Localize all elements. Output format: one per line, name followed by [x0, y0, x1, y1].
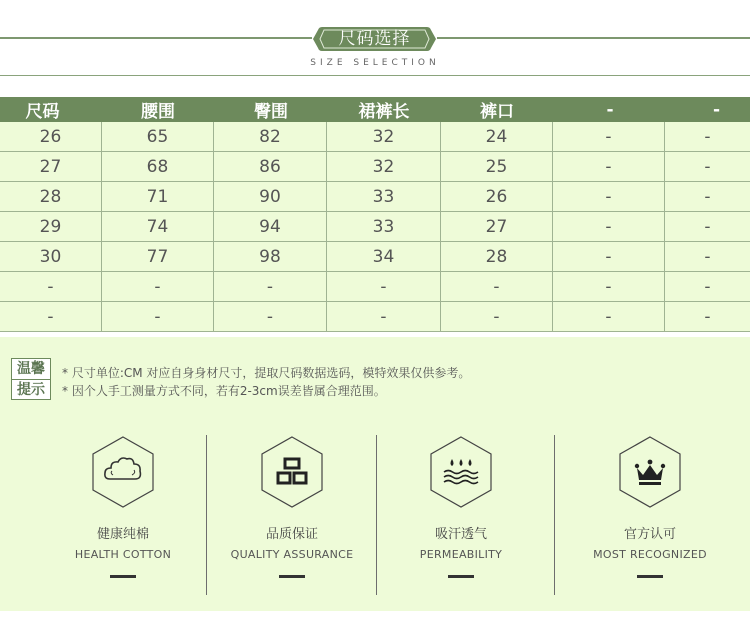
size-table [0, 97, 750, 332]
table-cell: 86 [214, 152, 327, 181]
table-cell: 32 [327, 152, 441, 181]
table-cell: 24 [441, 122, 553, 151]
column-header: - [712, 99, 721, 120]
feature-divider [554, 435, 555, 595]
table-cell: 25 [441, 152, 553, 181]
feature-most-recognized [565, 435, 735, 595]
table-cell: 74 [102, 212, 214, 241]
column-header: - [606, 99, 614, 120]
feature-bar [448, 575, 474, 578]
table-row [0, 212, 750, 242]
table-cell: - [0, 272, 102, 301]
table-cell: 90 [214, 182, 327, 211]
table-row [0, 122, 750, 152]
column-header: 腰围 [141, 102, 175, 122]
table-cell: - [704, 246, 711, 267]
table-cell: - [102, 302, 214, 331]
water-drops-icon [428, 435, 494, 509]
page-subtitle: SIZE SELECTION [310, 58, 440, 68]
section-header [0, 0, 750, 78]
table-cell: - [214, 272, 327, 301]
table-cell: - [0, 302, 102, 331]
table-cell: - [553, 272, 665, 301]
table-cell: - [441, 302, 553, 331]
table-cell: - [553, 302, 665, 331]
feature-bar [637, 575, 663, 578]
table-cell: - [553, 212, 665, 241]
header-divider [0, 75, 750, 76]
table-cell: 68 [102, 152, 214, 181]
feature-subtitle: MOST RECOGNIZED [593, 548, 707, 561]
column-header: 裤口 [480, 102, 514, 122]
table-cell: - [441, 272, 553, 301]
feature-subtitle: QUALITY ASSURANCE [230, 548, 354, 561]
feature-title: 品质保证 [265, 527, 318, 542]
table-cell: 98 [214, 242, 327, 271]
table-cell: 94 [214, 212, 327, 241]
table-cell: 65 [102, 122, 214, 151]
feature-subtitle: HEALTH COTTON [74, 548, 172, 561]
table-cell: 33 [327, 182, 441, 211]
table-cell: 77 [102, 242, 214, 271]
column-header: 裙裤长 [358, 102, 410, 122]
table-cell: 34 [327, 242, 441, 271]
table-cell: 33 [327, 212, 441, 241]
feature-subtitle: PERMEABILITY [419, 548, 503, 561]
tips-label-bottom: 提示 [12, 379, 50, 400]
table-cell: - [704, 126, 711, 147]
table-cell: 71 [102, 182, 214, 211]
feature-title: 官方认可 [623, 527, 676, 542]
column-header: 尺码 [25, 102, 60, 122]
tips-label [11, 358, 51, 400]
title-badge [312, 26, 437, 52]
feature-title: 吸汗透气 [434, 527, 487, 542]
feature-quality-assurance [207, 435, 377, 595]
table-cell: 26 [441, 182, 553, 211]
table-cell: - [704, 156, 711, 177]
table-cell: 28 [441, 242, 553, 271]
table-header-row [0, 97, 750, 122]
table-cell: 29 [0, 212, 102, 241]
feature-permeability [376, 435, 546, 595]
table-cell: 30 [0, 242, 102, 271]
table-cell: - [553, 122, 665, 151]
feature-bar [110, 575, 136, 578]
table-row [0, 302, 750, 332]
table-cell: 26 [0, 122, 102, 151]
table-cell: - [553, 182, 665, 211]
cloud-icon [90, 435, 156, 509]
table-cell: - [327, 302, 441, 331]
table-cell: - [704, 186, 711, 207]
tip-line: * 因个人手工测量方式不同，若有2-3cm误差皆属合理范围。 [62, 384, 386, 398]
feature-title: 健康纯棉 [96, 527, 149, 542]
header-line-right [437, 37, 750, 39]
table-cell: 27 [0, 152, 102, 181]
table-cell: - [553, 242, 665, 271]
table-cell: - [704, 306, 711, 327]
table-cell: - [704, 276, 711, 297]
table-cell: - [327, 272, 441, 301]
table-cell: 28 [0, 182, 102, 211]
table-row [0, 272, 750, 302]
table-cell: - [553, 152, 665, 181]
feature-health-cotton [38, 435, 208, 595]
column-header: 臀围 [254, 102, 288, 122]
table-cell: 82 [214, 122, 327, 151]
table-cell: - [102, 272, 214, 301]
bottom-margin [0, 611, 750, 617]
quality-icon [259, 435, 325, 509]
feature-bar [279, 575, 305, 578]
page-title: 尺码选择 [338, 29, 411, 49]
header-line-left [0, 37, 312, 39]
table-cell: 32 [327, 122, 441, 151]
tip-line: * 尺寸单位:CM 对应自身身材尺寸，提取尺码数据选码，模特效果仅供参考。 [62, 366, 471, 380]
table-row [0, 152, 750, 182]
tips-label-top: 温馨 [17, 361, 45, 377]
table-cell: - [214, 302, 327, 331]
table-cell: - [704, 216, 711, 237]
table-cell: 27 [441, 212, 553, 241]
crown-icon [617, 435, 683, 509]
table-row [0, 182, 750, 212]
table-row [0, 242, 750, 272]
